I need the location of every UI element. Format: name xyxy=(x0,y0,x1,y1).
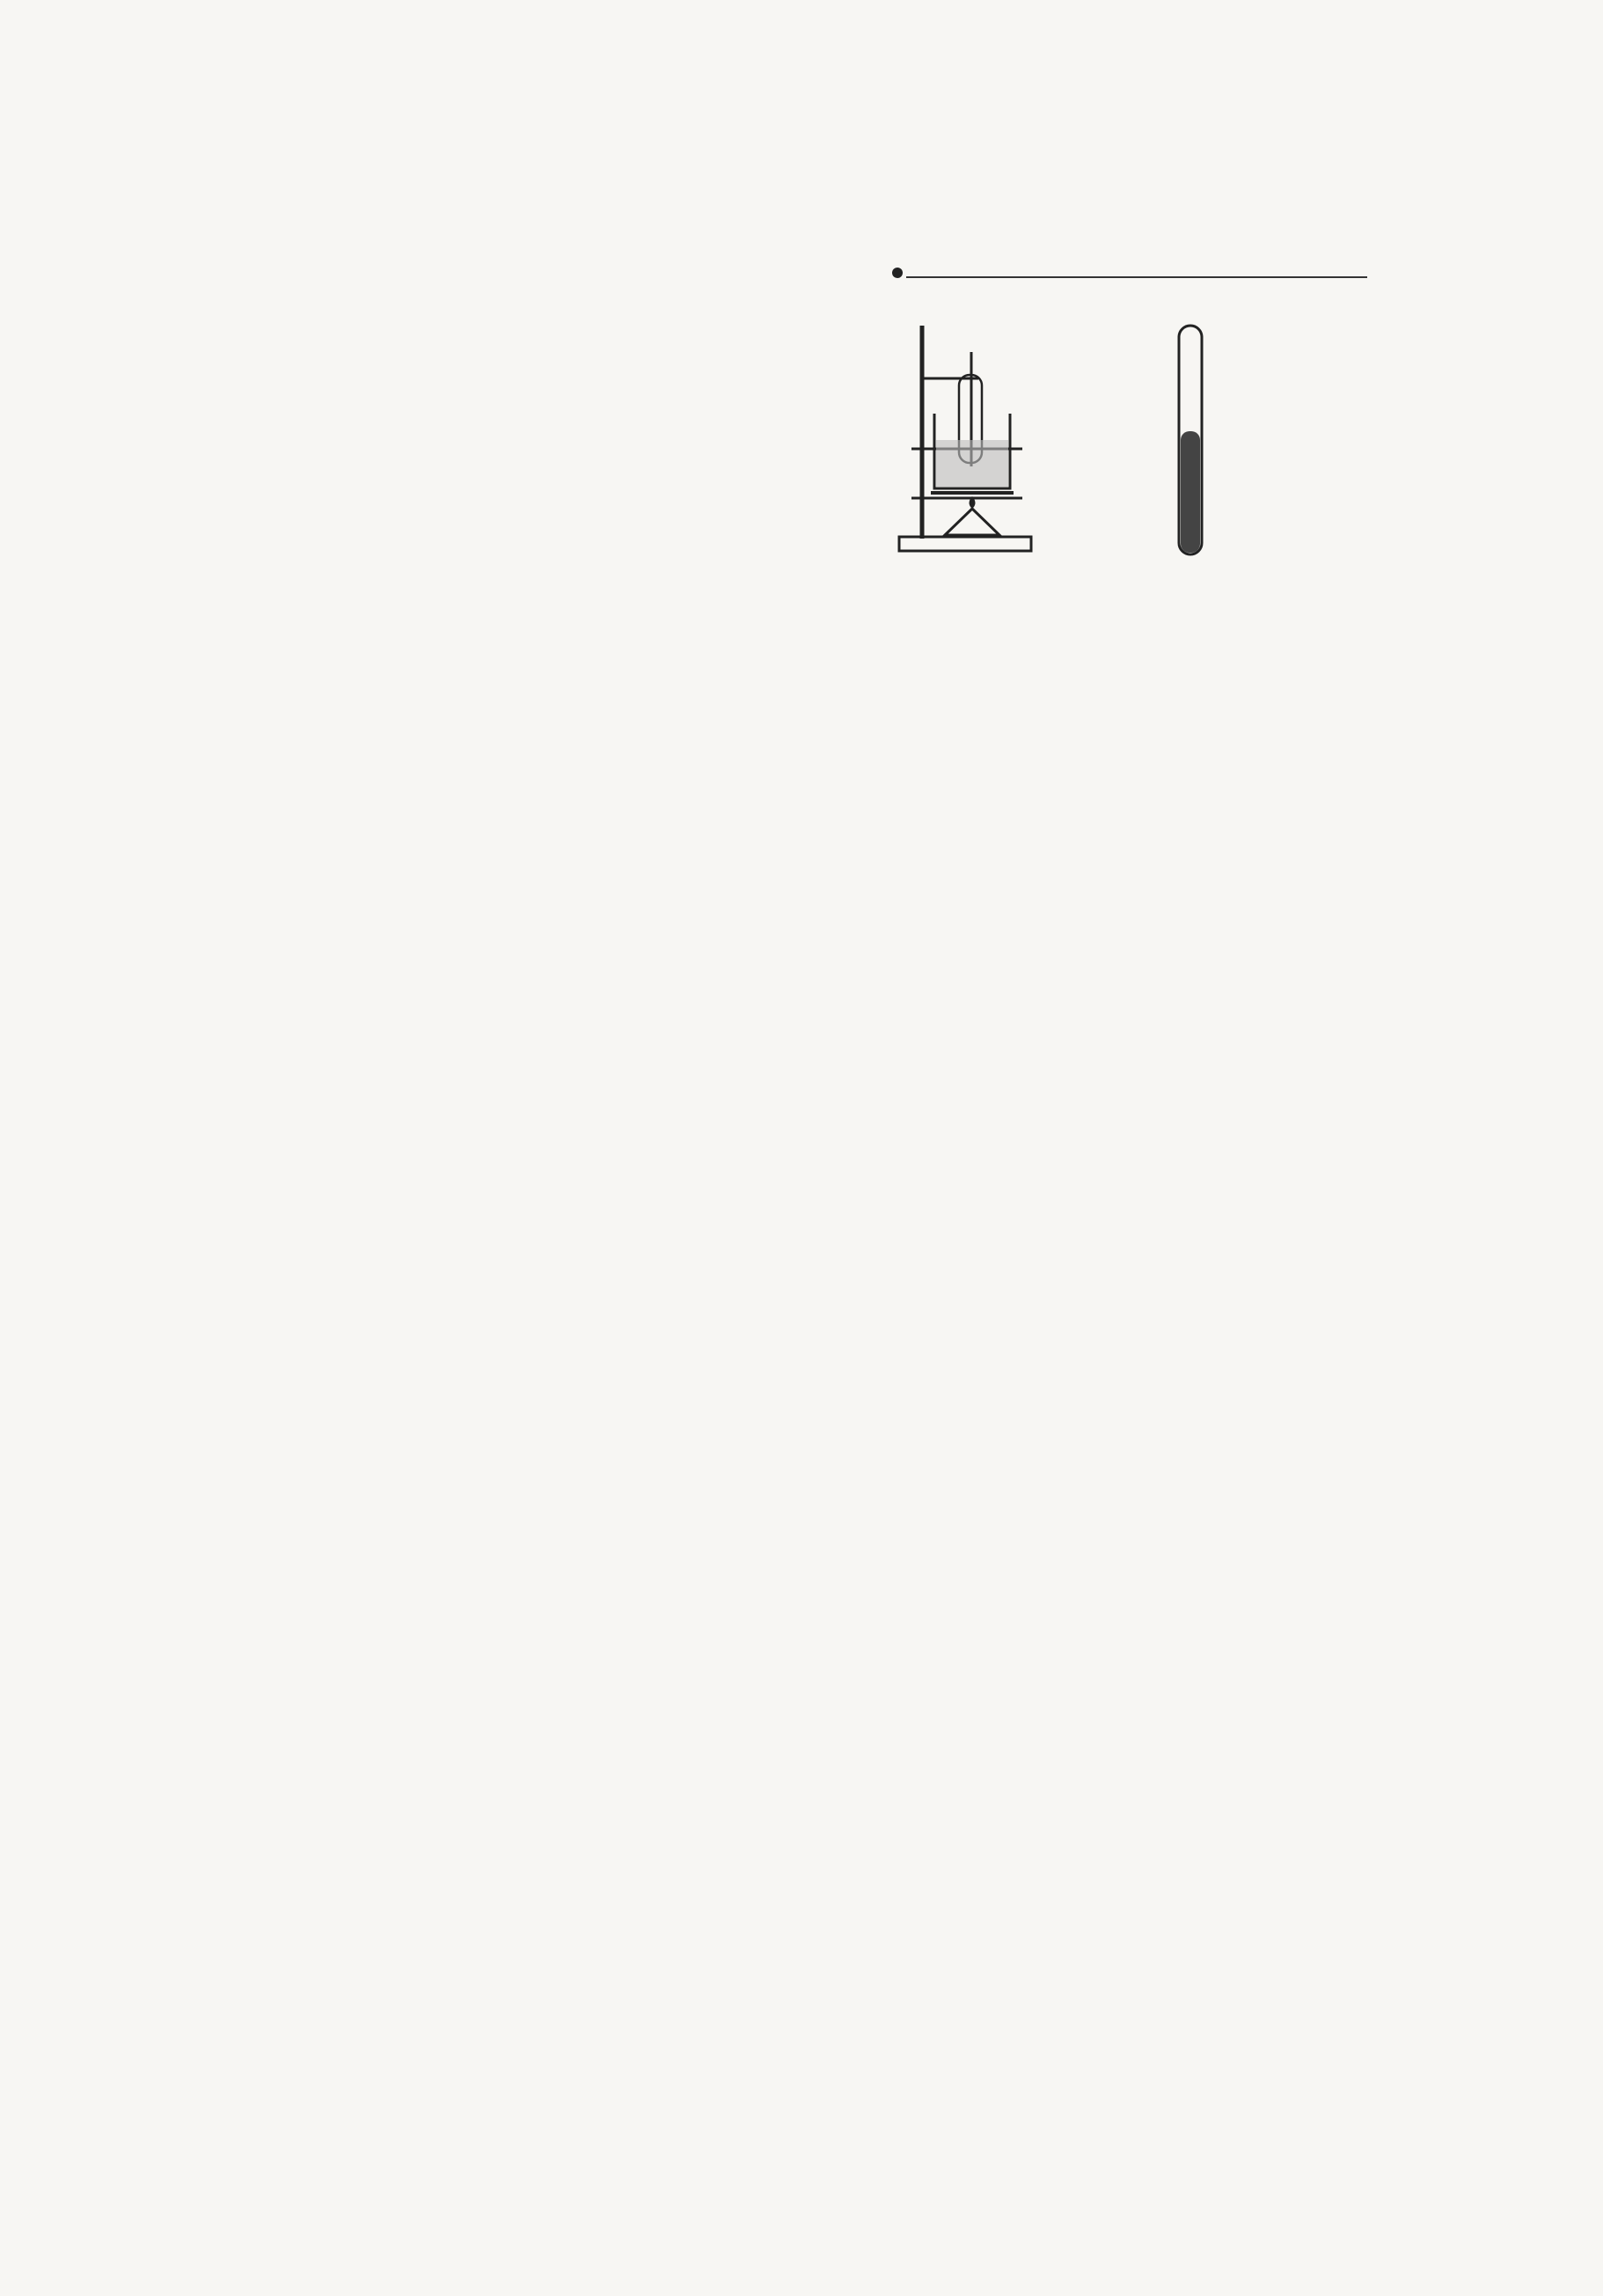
apparatus-svg xyxy=(846,317,1392,616)
beaker-water xyxy=(936,440,1008,487)
header-rule xyxy=(906,276,1367,278)
right-column xyxy=(846,317,1392,621)
thermometer-liquid xyxy=(1181,431,1200,553)
alcohol-lamp xyxy=(945,509,999,535)
header-dot xyxy=(892,268,903,278)
left-column xyxy=(218,317,764,336)
stand-base xyxy=(899,537,1031,551)
experiment-figure xyxy=(846,317,1392,616)
